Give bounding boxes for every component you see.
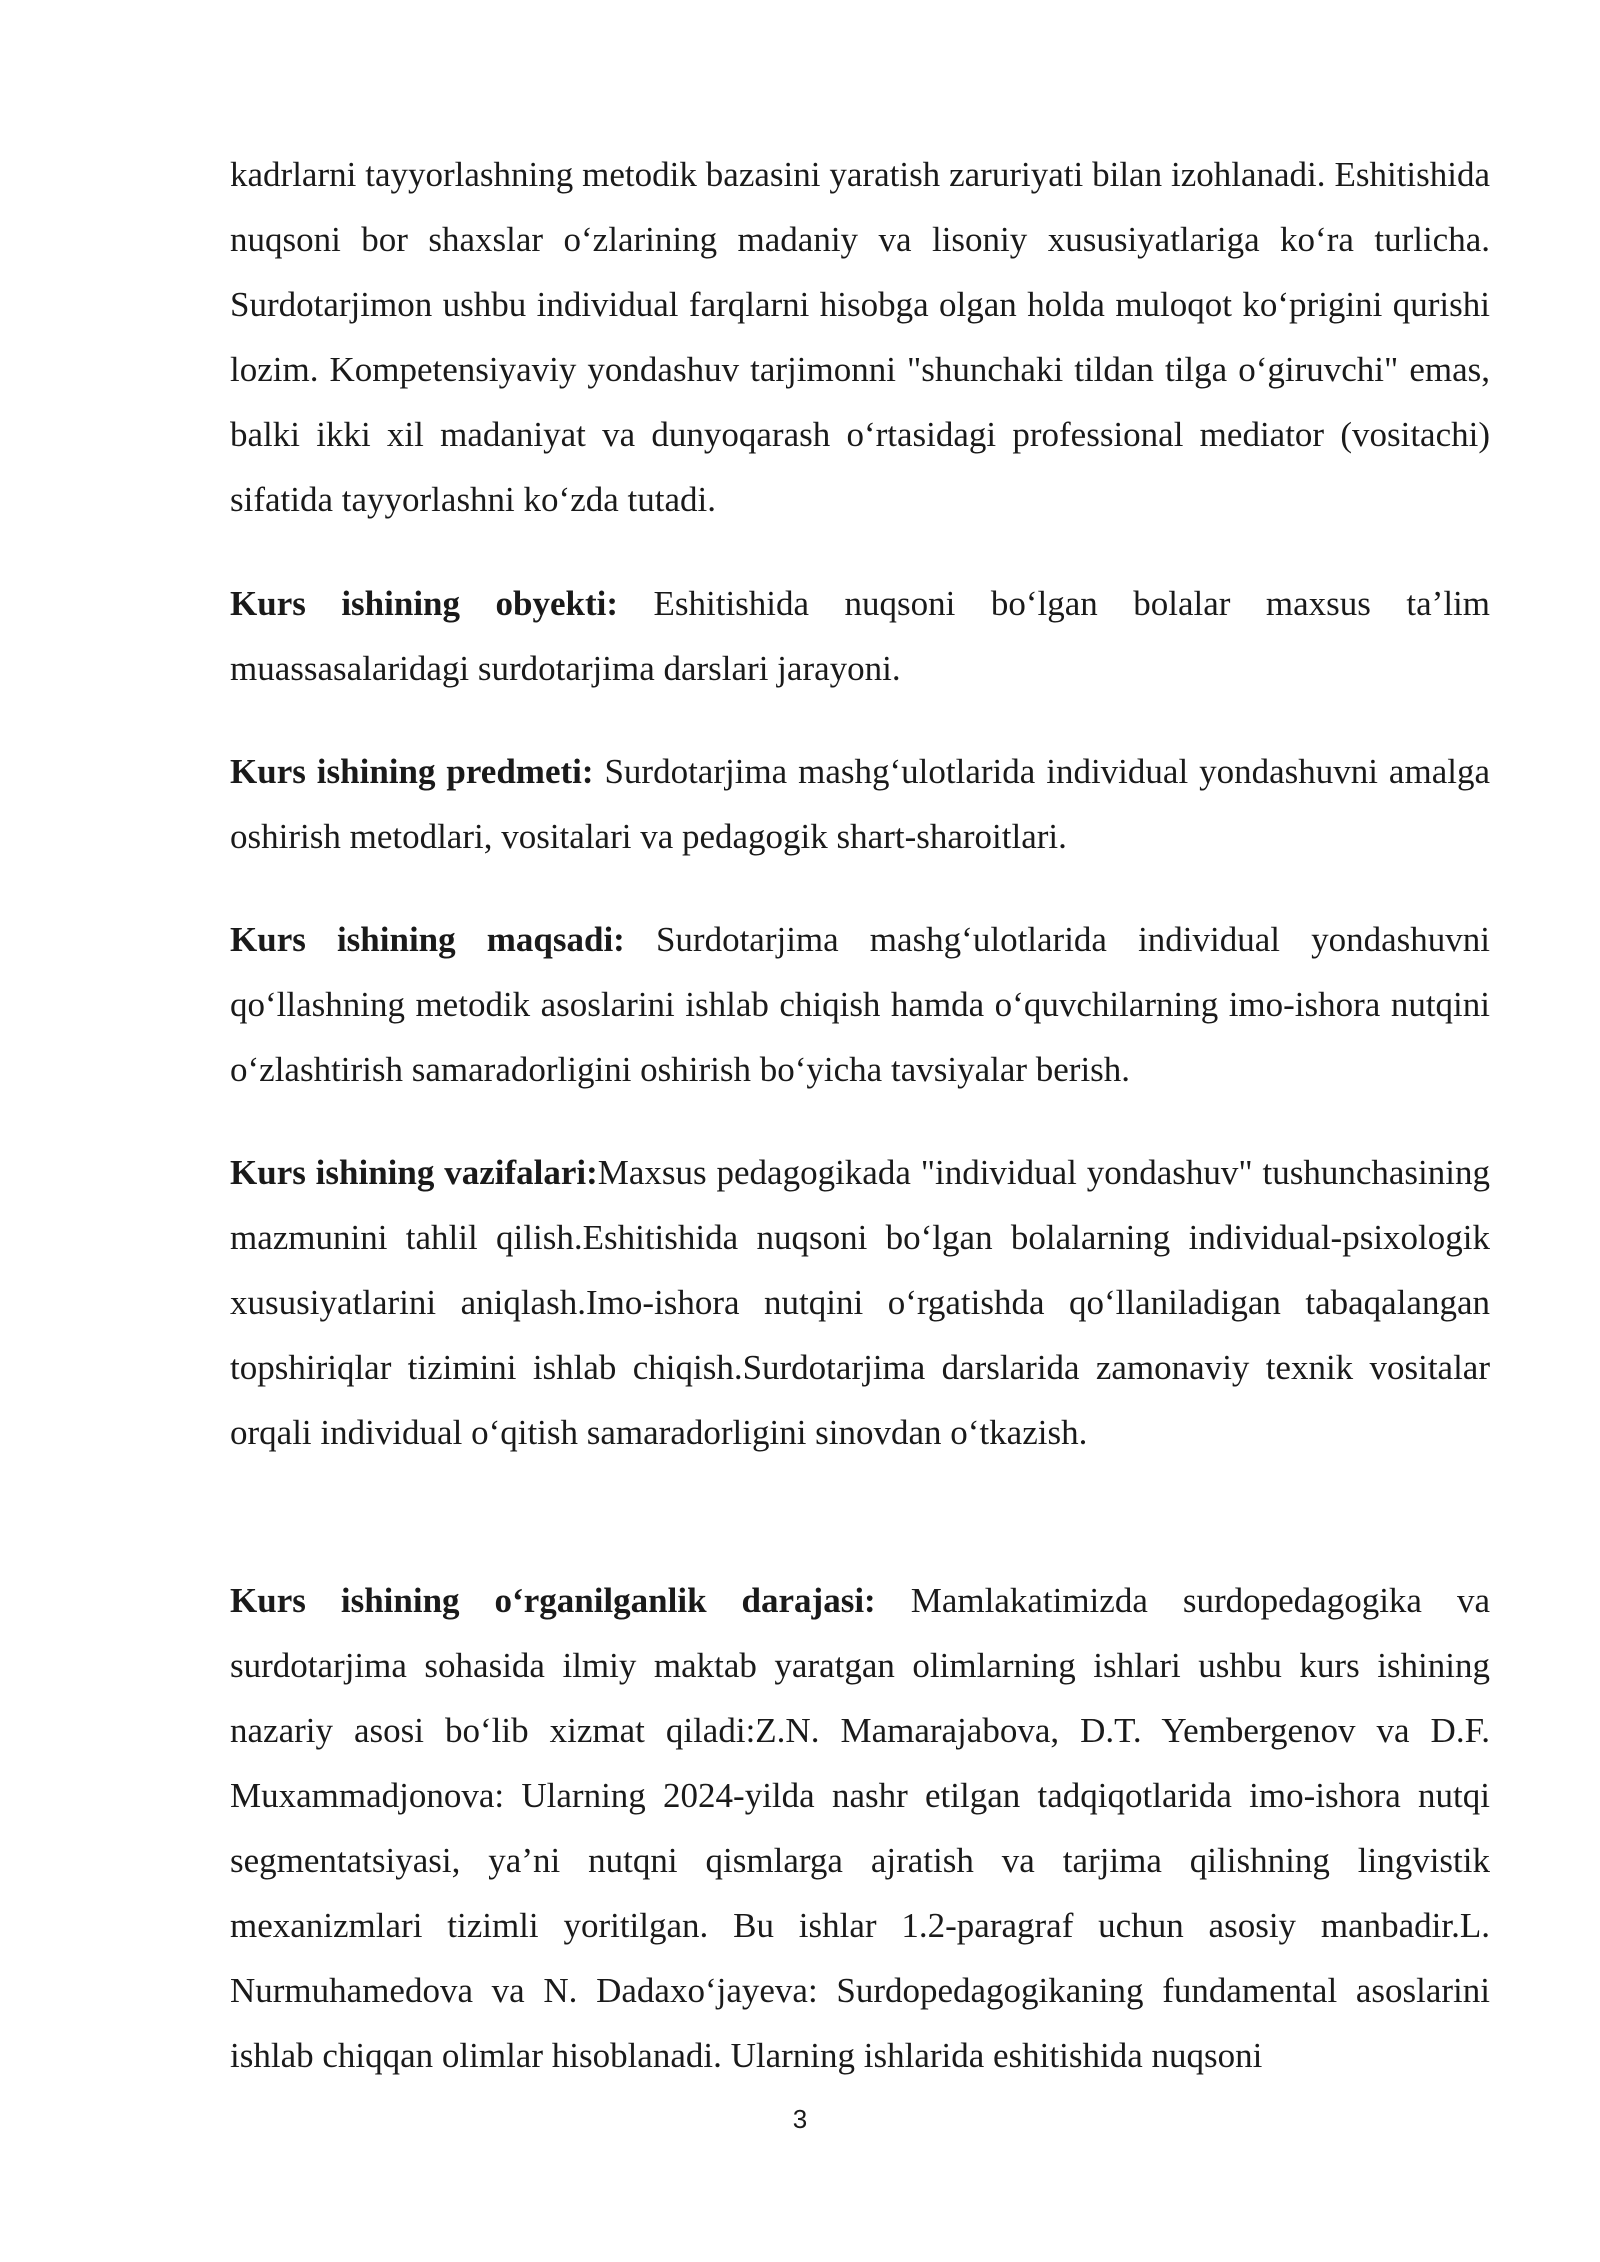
section-maqsad-heading: Kurs ishining maqsadi: <box>230 920 625 959</box>
section-predmet-heading: Kurs ishining predmeti: <box>230 752 594 791</box>
section-maqsad-text: Surdotarjima mashg‘ulotlarida individual yondashuvni qo‘llashning metodik asoslarini ishlab chiqish hamda o‘quvchilarning imo-ishora nutqini o‘zlashtirish samaradorligini oshirish bo‘yicha tavsiyalar berish. <box>230 920 1490 1089</box>
section-maqsad <box>230 907 1490 1102</box>
section-organilganlik-text: Mamlakatimizda surdopedagogika va surdotarjima sohasida ilmiy maktab yaratgan olimlarning ishlari ushbu kurs ishining nazariy asosi bo‘lib xizmat qiladi:Z.N. Mamarajabova, D.T. Yembergenov va D.F. Muxammadjonova: Ularning 2024-yilda nashr etilgan tadqiqotlarida imo-ishora nutqi segmentatsiyasi, ya’ni nutqni qismlarga ajratish va tarjima qilishning lingvistik mexanizmlari tizimli yoritilgan. Bu ishlar 1.2-paragraf uchun asosiy manbadir.L. Nurmuhamedova va N. Dadaxo‘jayeva: Surdopedagogikaning fundamental asoslarini ishlab chiqqan olimlar hisoblanadi. Ularning ishlarida eshitishida nuqsoni <box>230 1581 1491 2075</box>
section-predmet-text: Surdotarjima mashg‘ulotlarida individual yondashuvni amalga oshirish metodlari, vositalari va pedagogik shart-sharoitlari. <box>230 752 1490 856</box>
intro-paragraph: kadrlarni tayyorlashning metodik bazasini yaratish zaruriyati bilan izohlanadi. Eshitishida nuqsoni bor shaxslar o‘zlarining madaniy va lisoniy xususiyatlariga ko‘ra turlicha. Surdotarjimon ushbu individual farqlarni hisobga olgan holda muloqot ko‘prigini qurishi lozim. Kompetensiyaviy yondashuv tarjimonni "shunchaki tildan tilga o‘giruvchi" emas, balki ikki xil madaniyat va dunyoqarash o‘rtasidagi professional mediator (vositachi) sifatida tayyorlashni ko‘zda tutadi. <box>230 155 1490 519</box>
page-number: 3 <box>792 2104 808 2134</box>
section-obyekt-heading: Kurs ishining obyekti: <box>230 584 619 623</box>
section-obyekt-text: Eshitishida nuqsoni bo‘lgan bolalar maxsus ta’lim muassasalaridagi surdotarjima darslari jarayoni. <box>230 584 1490 688</box>
section-vazifa-text: Maxsus pedagogikada "individual yondashuv" tushunchasining mazmunini tahlil qilish.Eshitishida nuqsoni bo‘lgan bolalarning individual-psixologik xususiyatlarini aniqlash.Imo-ishora nutqini o‘rgatishda qo‘llaniladigan tabaqalangan topshiriqlar tizimini ishlab chiqish.Surdotarjima darslarida zamonaviy texnik vositalar orqali individual o‘qitish samaradorligini sinovdan o‘tkazish. <box>230 1153 1491 1452</box>
section-organilganlik-heading: Kurs ishining o‘rganilganlik darajasi: <box>230 1581 876 1620</box>
section-obyekt <box>230 571 1490 701</box>
section-organilganlik <box>230 1568 1490 2088</box>
section-predmet <box>230 739 1490 869</box>
section-vazifa <box>230 1140 1490 1465</box>
section-vazifa-heading: Kurs ishining vazifalari: <box>230 1153 598 1192</box>
